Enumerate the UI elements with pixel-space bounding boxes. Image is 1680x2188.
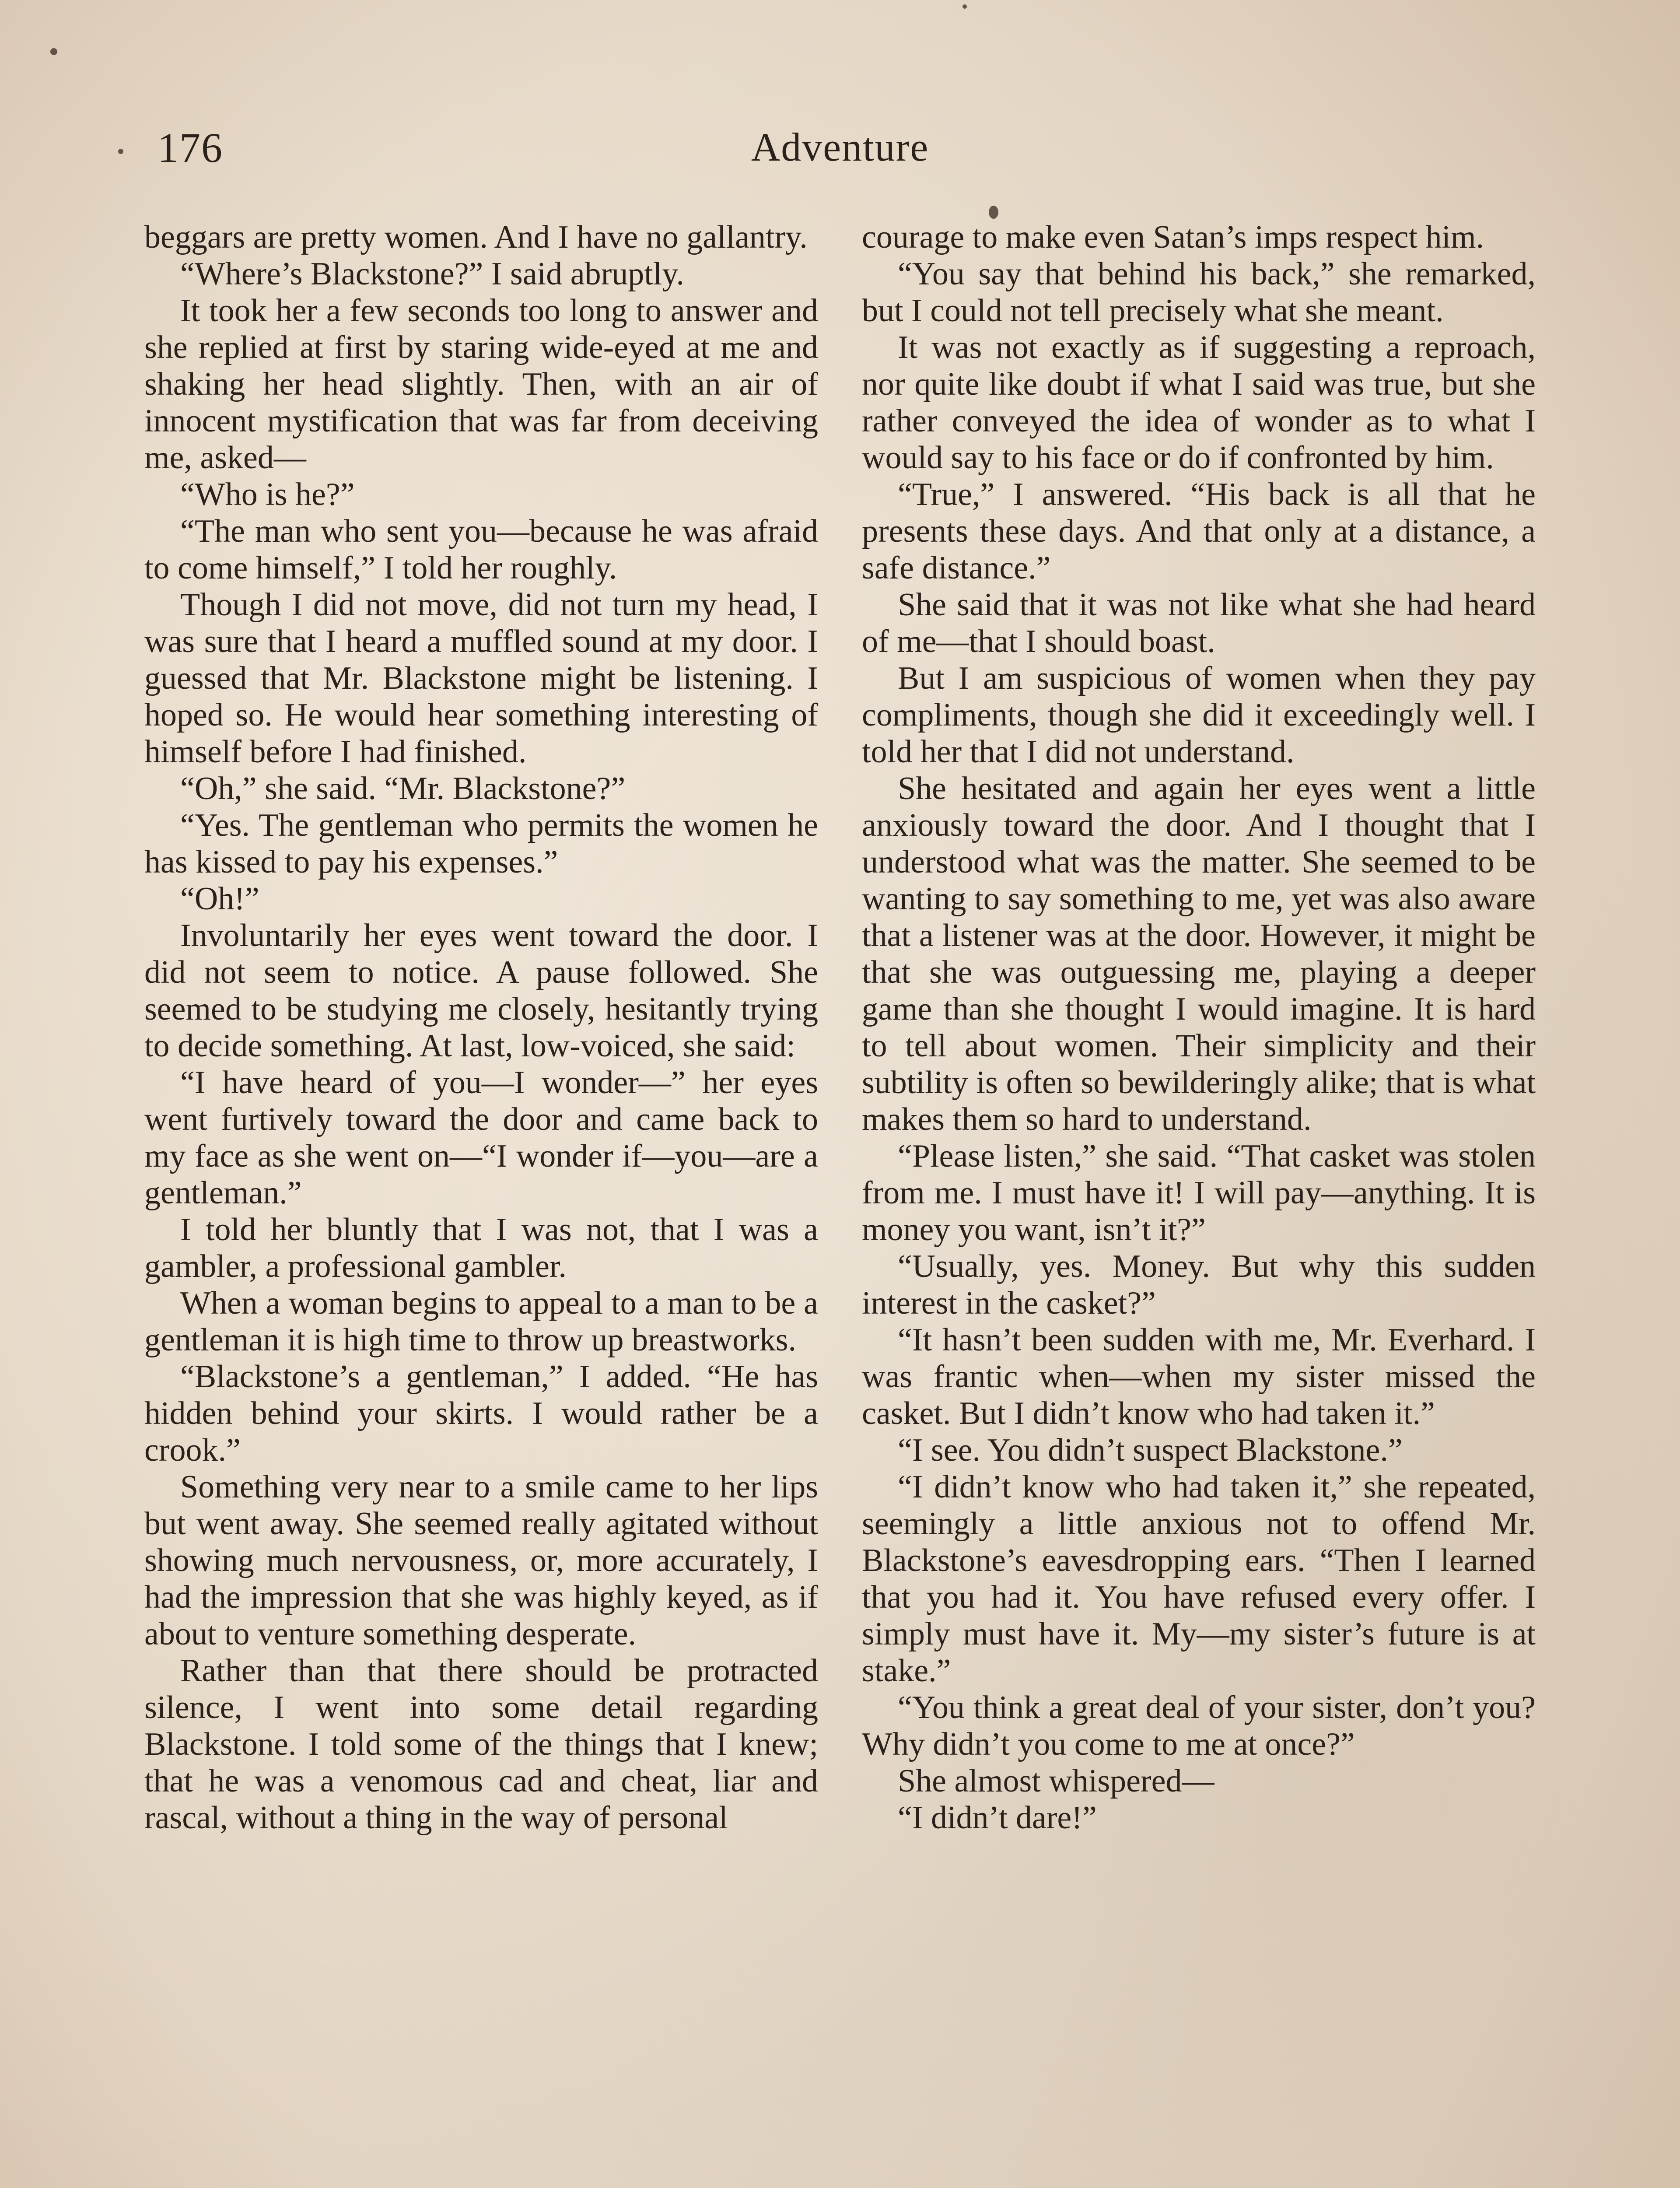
paragraph: “Please listen,” she said. “That casket was stolen from me. I must have it! I will pay—anything. It is money you want, isn’t it?” xyxy=(862,1138,1536,1248)
ink-speck xyxy=(118,149,123,154)
ink-speck xyxy=(989,206,998,219)
paragraph: “It hasn’t been sudden with me, Mr. Everhard. I was frantic when—when my sister missed the casket. But I didn’t know who had taken it.” xyxy=(862,1322,1536,1431)
paragraph: I told her bluntly that I was not, that I was a gambler, a professional gambler. xyxy=(144,1212,818,1284)
paragraph: “I didn’t dare!” xyxy=(898,1800,1097,1836)
paragraph: “I see. You didn’t suspect Blackstone.” xyxy=(898,1432,1403,1468)
paragraph: She hesitated and again her eyes went a little anxiously toward the door. And I thought that I understood what was the matter. She seemed to be wanting to say something to me, yet was also aware that a listener was at the door. However, it might be that she was outguessing me, playing a deeper game than she thought I would imagine. It is hard to tell about women. Their simplicity and their subtility is often so bewilderingly alike; that is what makes them so hard to understand. xyxy=(862,771,1536,1137)
paragraph: “You think a great deal of your sister, don’t you? Why didn’t you come to me at once?” xyxy=(862,1690,1536,1762)
ink-speck xyxy=(962,4,967,9)
paragraph: “Where’s Blackstone?” I said abruptly. xyxy=(180,256,685,292)
paragraph: “Oh!” xyxy=(180,881,259,917)
paragraph: “Blackstone’s a gentleman,” I added. “He has hidden behind your skirts. I would rather be a crook.” xyxy=(144,1359,818,1468)
text-columns xyxy=(144,219,1536,1836)
paragraph: “The man who sent you—because he was afraid to come himself,” I told her roughly. xyxy=(144,513,818,586)
running-head: Adventure xyxy=(751,125,929,169)
paragraph: “Usually, yes. Money. But why this sudden interest in the casket?” xyxy=(862,1248,1536,1321)
paragraph: She almost whispered— xyxy=(898,1763,1214,1799)
paragraph: But I am suspicious of women when they pay compliments, though she did it exceedingly well. I told her that I did not understand. xyxy=(862,660,1536,770)
paragraph: “True,” I answered. “His back is all that he presents these days. And that only at a distance, a safe distance.” xyxy=(862,477,1536,586)
paragraph: It was not exactly as if suggesting a reproach, nor quite like doubt if what I said was true, but she rather conveyed the idea of wonder as to what I would say to his face or do if confronted by him. xyxy=(862,330,1536,476)
paragraph: She said that it was not like what she had heard of me—that I should boast. xyxy=(862,587,1536,659)
paragraph: Rather than that there should be protracted silence, I went into some detail regarding Blackstone. I told some of the things that I knew; that he was a venomous cad and cheat, liar and rascal, without a thing in the way of personal xyxy=(144,1653,818,1836)
page-number: 176 xyxy=(158,124,223,171)
paragraph: “Oh,” she said. “Mr. Blackstone?” xyxy=(180,771,626,806)
paragraph: “Who is he?” xyxy=(180,477,355,512)
paragraph: Involuntarily her eyes went toward the door. I did not seem to notice. A pause followed. She seemed to be studying me closely, hesitantly trying to decide something. At last, low-voiced, she said: xyxy=(144,918,818,1064)
paragraph: Something very near to a smile came to her lips but went away. She seemed really agitated without showing much nervousness, or, more accurately, I had the impression that she was highly keyed, as if about to venture something desperate. xyxy=(144,1469,818,1652)
page-header xyxy=(158,124,1522,188)
paragraph: “Yes. The gentleman who permits the women he has kissed to pay his expenses.” xyxy=(144,807,818,880)
right-column xyxy=(862,219,1536,1836)
paragraph: Though I did not move, did not turn my head, I was sure that I heard a muffled sound at my door. I guessed that Mr. Blackstone might be listening. I hoped so. He would hear something interesting of himself before I had finished. xyxy=(144,587,818,770)
left-column xyxy=(144,219,818,1836)
paragraph: It took her a few seconds too long to answer and she replied at first by staring wide-eyed at me and shaking her head slightly. Then, with an air of innocent mystification that was far from deceiving me, asked— xyxy=(144,293,818,476)
paragraph: When a woman begins to appeal to a man to be a gentleman it is high time to throw up breastworks. xyxy=(144,1285,818,1358)
paragraph: “I didn’t know who had taken it,” she repeated, seemingly a little anxious not to offend Mr. Blackstone’s eavesdropping ears. “Then I learned that you had it. You have refused every offer. I simply must have it. My—my sister’s future is at stake.” xyxy=(862,1469,1536,1689)
ink-speck xyxy=(50,48,57,55)
paragraph: “I have heard of you—I wonder—” her eyes went furtively toward the door and came back to my face as she went on—“I wonder if—you—are a gentleman.” xyxy=(144,1065,818,1211)
paragraph: “You say that behind his back,” she remarked, but I could not tell precisely what she meant. xyxy=(862,256,1536,329)
paragraph: beggars are pretty women. And I have no gallantry. xyxy=(144,219,808,255)
paragraph: courage to make even Satan’s imps respect him. xyxy=(862,219,1484,255)
